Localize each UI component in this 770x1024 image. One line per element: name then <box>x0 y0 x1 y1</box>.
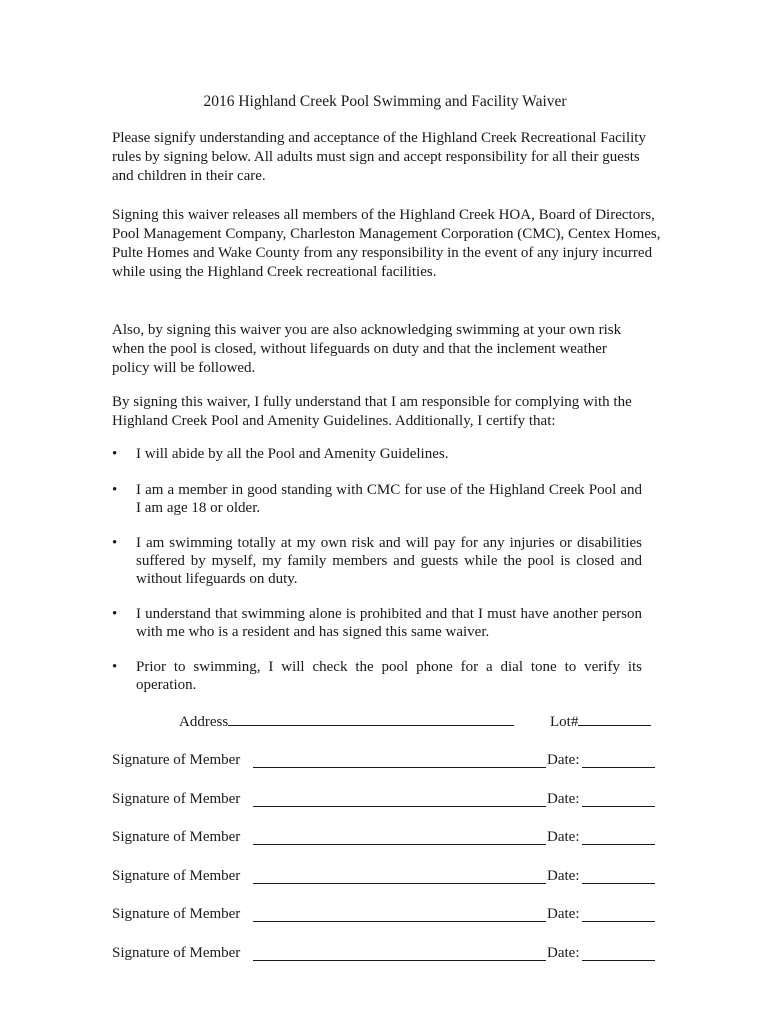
signature-label: Signature of Member <box>112 752 241 768</box>
list-item <box>112 658 642 694</box>
signature-label: Signature of Member <box>112 906 241 922</box>
date-label: Date: <box>547 945 580 961</box>
date-label: Date: <box>547 752 580 768</box>
lot-field[interactable] <box>578 712 651 726</box>
date-label: Date: <box>547 868 580 884</box>
list-item-text: I am a member in good standing with CMC for use of the Highland Creek Pool and I am age 18 or older. <box>136 482 642 516</box>
list-item <box>112 481 642 517</box>
date-field[interactable] <box>582 946 655 961</box>
bullet-icon: • <box>112 482 118 498</box>
signature-label: Signature of Member <box>112 868 241 884</box>
signature-field[interactable] <box>253 869 546 884</box>
signature-field[interactable] <box>253 907 546 922</box>
date-field[interactable] <box>582 830 655 845</box>
signature-field[interactable] <box>253 830 546 845</box>
list-item-text: I understand that swimming alone is prohibited and that I must have another person with me who is a resident and has signed this same waiver. <box>136 606 642 640</box>
list-item <box>112 445 642 463</box>
list-item <box>112 605 642 641</box>
address-label: Address <box>179 714 229 730</box>
date-field[interactable] <box>582 792 655 807</box>
list-item <box>112 534 642 588</box>
lot-label: Lot# <box>550 714 579 730</box>
date-label: Date: <box>547 906 580 922</box>
date-label: Date: <box>547 791 580 807</box>
page-title: 2016 Highland Creek Pool Swimming and Facility Waiver <box>203 93 567 110</box>
signature-field[interactable] <box>253 946 546 961</box>
bullet-icon: • <box>112 659 118 675</box>
certify-paragraph: By signing this waiver, I fully understand that I am responsible for complying with the Highland Creek Pool and Amenity Guidelines. Additionally, I certify that: <box>112 394 632 429</box>
list-item-text: Prior to swimming, I will check the pool phone for a dial tone to verify its operation. <box>136 659 642 693</box>
lot-row <box>550 712 651 732</box>
address-field[interactable] <box>228 712 514 726</box>
release-paragraph: Signing this waiver releases all members of the Highland Creek HOA, Board of Directors, Pool Management Company, Charleston Management Corporation (CMC), Centex Homes, Pulte Homes and Wake County from any responsibility in the event of any injury incurred while using the Highland Creek recreational facilities. <box>112 207 661 280</box>
certification-list <box>112 445 642 694</box>
date-field[interactable] <box>582 869 655 884</box>
risk-paragraph: Also, by signing this waiver you are also acknowledging swimming at your own risk when the pool is closed, without lifeguards on duty and that the inclement weather policy will be followed. <box>112 322 622 376</box>
signature-field[interactable] <box>253 792 546 807</box>
intro-paragraph: Please signify understanding and acceptance of the Highland Creek Recreational Facility rules by signing below. All adults must sign and accept responsibility for all their guests and children in their care. <box>112 130 646 184</box>
bullet-icon: • <box>112 446 118 462</box>
date-field[interactable] <box>582 753 655 768</box>
signature-label: Signature of Member <box>112 791 241 807</box>
bullet-icon: • <box>112 535 118 551</box>
signature-label: Signature of Member <box>112 945 241 961</box>
signature-field[interactable] <box>253 753 546 768</box>
date-field[interactable] <box>582 907 655 922</box>
address-row <box>179 712 514 732</box>
signature-label: Signature of Member <box>112 829 241 845</box>
list-item-text: I will abide by all the Pool and Amenity Guidelines. <box>136 446 449 462</box>
list-item-text: I am swimming totally at my own risk and will pay for any injuries or disabilities suffered by myself, my family members and guests while the pool is closed and without lifeguards on duty. <box>136 535 642 587</box>
bullet-icon: • <box>112 606 118 622</box>
date-label: Date: <box>547 829 580 845</box>
